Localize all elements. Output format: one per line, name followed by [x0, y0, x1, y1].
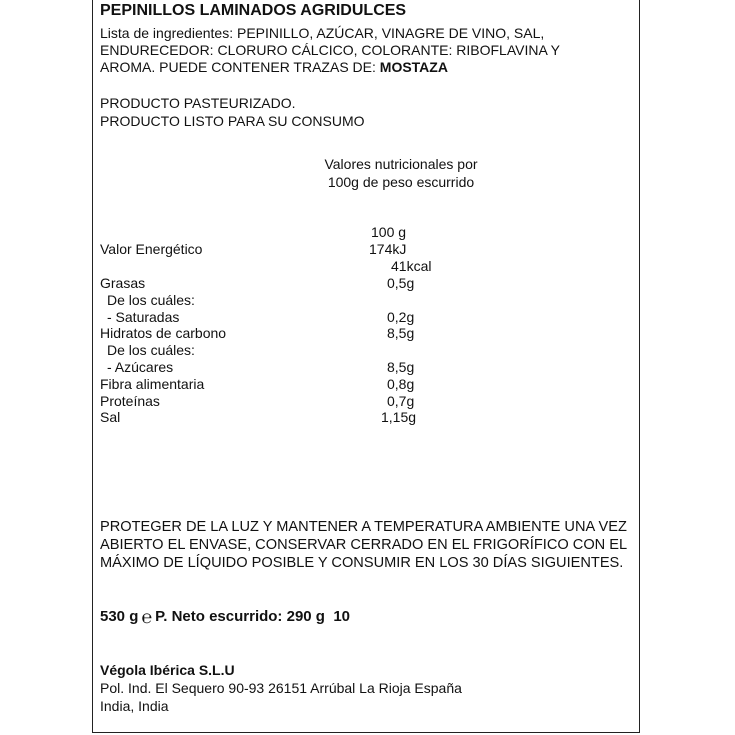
- ingredients-line-1: Lista de ingredientes: PEPINILLO, AZÚCAR, VINAGRE DE VINO, SAL,: [100, 25, 545, 41]
- ingredients-line-3-text: AROMA. PUEDE CONTENER TRAZAS DE:: [100, 59, 380, 75]
- nutrition-label-of-which-2: De los cuáles:: [107, 342, 195, 358]
- nutrition-heading-2: 100g de peso escurrido: [327, 174, 475, 190]
- nutrition-value-fibre: 0,8g: [387, 376, 415, 392]
- estimated-sign-icon: ℮: [141, 607, 153, 627]
- nutrition-value-sugars: 8,5g: [387, 359, 415, 375]
- nutrition-value-saturated: 0,2g: [387, 309, 415, 325]
- nutrition-column-header: 100 g: [371, 224, 407, 240]
- company-address: Pol. Ind. El Sequero 90-93 26151 Arrúbal La Rioja España: [100, 680, 462, 696]
- net-weight: 530 g: [100, 608, 139, 625]
- nutrition-label-salt: Sal: [100, 409, 121, 425]
- nutrition-label-fat: Grasas: [100, 275, 146, 291]
- nutrition-label-carbohydrates: Hidratos de carbono: [100, 325, 227, 341]
- ingredients-line-3: [100, 59, 448, 76]
- batch-code: 10: [333, 608, 350, 625]
- weights-line: [100, 608, 350, 625]
- nutrition-value-salt: 1,15g: [381, 409, 417, 425]
- nutrition-label-energy: Valor Energético: [100, 241, 203, 257]
- storage-line-3: MÁXIMO DE LÍQUIDO POSIBLE Y CONSUMIR EN LOS 30 DÍAS SIGUIENTES.: [100, 555, 624, 571]
- company-name: Végola Ibérica S.L.U: [100, 662, 235, 678]
- nutrition-label-of-which-1: De los cuáles:: [107, 292, 195, 308]
- product-title: PEPINILLOS LAMINADOS AGRIDULCES: [100, 2, 407, 19]
- nutrition-label-fibre: Fibra alimentaria: [100, 376, 205, 392]
- country-of-origin: India, India: [100, 698, 169, 714]
- nutrition-value-protein: 0,7g: [387, 393, 415, 409]
- nutrition-label-sugars: - Azúcares: [107, 359, 174, 375]
- nutrition-value-energy-kcal: 41kcal: [391, 258, 432, 274]
- nutrition-label-protein: Proteínas: [100, 393, 160, 409]
- nutrition-label-saturated: - Saturadas: [107, 309, 180, 325]
- allergen-mostaza: MOSTAZA: [379, 59, 448, 75]
- storage-line-1: PROTEGER DE LA LUZ Y MANTENER A TEMPERATURA AMBIENTE UNA VEZ: [100, 519, 627, 535]
- ingredients-line-2: ENDURECEDOR: CLORURO CÁLCICO, COLORANTE: RIBOFLAVINA Y: [100, 42, 561, 58]
- note-pasteurized: PRODUCTO PASTEURIZADO.: [100, 95, 296, 111]
- nutrition-value-energy-kj: 174kJ: [369, 241, 407, 257]
- nutrition-value-fat: 0,5g: [387, 275, 415, 291]
- nutrition-value-carbohydrates: 8,5g: [387, 325, 415, 341]
- drained-weight: P. Neto escurrido: 290 g: [155, 608, 325, 625]
- product-label: [92, 0, 640, 733]
- nutrition-heading-1: Valores nutricionales por: [324, 156, 478, 172]
- note-ready: PRODUCTO LISTO PARA SU CONSUMO: [100, 113, 365, 129]
- storage-line-2: ABIERTO EL ENVASE, CONSERVAR CERRADO EN EL FRIGORÍFICO CON EL: [100, 537, 628, 553]
